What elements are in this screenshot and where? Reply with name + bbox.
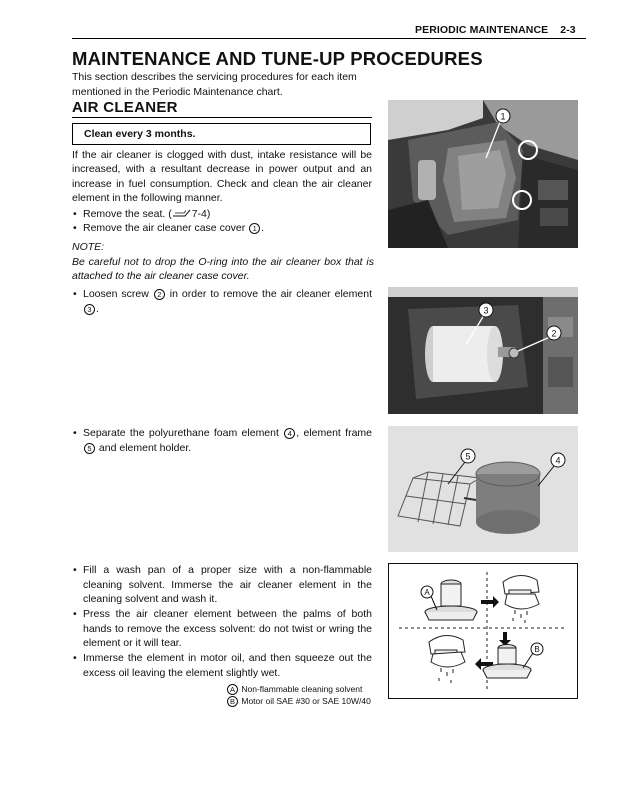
step4-b: , element frame	[296, 427, 373, 439]
step3-end: .	[96, 302, 99, 315]
photo1-callout: 1	[500, 111, 506, 122]
header-rule	[72, 38, 586, 39]
section-rule	[72, 117, 372, 118]
legend-a-text: Non-flammable cleaning solvent	[241, 684, 363, 694]
photo3-callout-4: 4	[555, 455, 561, 466]
note-title: NOTE:	[72, 241, 105, 253]
photo3-callout-5: 5	[465, 451, 471, 462]
illus-marker-a: A	[424, 588, 430, 597]
callout-2: 2	[154, 289, 165, 300]
step-loosen-screw	[72, 287, 372, 316]
legend-a-marker: A	[227, 684, 238, 695]
photo-element-screw	[388, 287, 578, 414]
step4-c: and element holder.	[98, 441, 192, 454]
reference-icon[interactable]	[172, 208, 192, 220]
callout-5: 5	[84, 443, 95, 454]
photo-case-cover	[388, 100, 578, 248]
legend-b	[226, 696, 371, 707]
page-number: 2-3	[560, 24, 576, 36]
legend-b-text: Motor oil SAE #30 or SAE 10W/40	[241, 696, 371, 706]
page-title: MAINTENANCE AND TUNE-UP PROCEDURES	[72, 48, 483, 69]
callout-1: 1	[249, 223, 260, 234]
wash-illustration	[388, 563, 578, 699]
step1-ref: 7-4)	[191, 208, 211, 220]
running-header	[415, 24, 585, 36]
section-heading: AIR CLEANER	[72, 99, 178, 116]
callout-4: 4	[284, 428, 295, 439]
photo-foam-frame	[388, 426, 578, 552]
legend-a	[226, 684, 362, 695]
intro-paragraph: This section describes the servicing procedures for each item mentioned in the Periodic Maintenance chart.	[72, 71, 357, 98]
step-remove-seat	[72, 207, 372, 222]
legend-b-marker: B	[227, 696, 238, 707]
step1-text: Remove the seat. (	[83, 208, 172, 220]
description-paragraph: If the air cleaner is clogged with dust, intake resistance will be increased, with a resultant decrease in power output and an increase in fuel consumption. Check and clean the air cleaner element in the following manner.	[72, 149, 372, 205]
step-remove-cover	[72, 221, 372, 236]
step2-text: Remove the air cleaner case cover	[83, 222, 246, 234]
step-immerse-oil: • Immerse the element in motor oil, and then squeeze out the excess oil leaving the element slightly wet.	[72, 651, 372, 680]
step4-a: Separate the polyurethane foam element	[83, 427, 279, 439]
interval-box: Clean every 3 months.	[72, 123, 371, 145]
photo2-callout-2: 2	[551, 328, 557, 339]
step3-b: in order to remove the air cleaner element	[169, 288, 372, 300]
step3-a: Loosen screw	[83, 288, 149, 300]
header-section: PERIODIC MAINTENANCE	[415, 24, 549, 36]
step-wash: • Fill a wash pan of a proper size with a non-flammable cleaning solvent. Immerse the air cleaner element in the cleaning solvent and wash it.	[72, 563, 372, 607]
callout-3: 3	[84, 304, 95, 315]
photo2-callout-3: 3	[483, 305, 489, 316]
illus-marker-b: B	[534, 645, 540, 654]
step2-end: .	[261, 222, 265, 234]
step-separate-foam	[72, 426, 372, 455]
note-body: Be careful not to drop the O-ring into the air cleaner box that is attached to the air cleaner case cover.	[72, 256, 374, 283]
step-press: • Press the air cleaner element between the palms of both hands to remove the excess solvent: do not twist or wring the element or it will tear.	[72, 607, 372, 651]
